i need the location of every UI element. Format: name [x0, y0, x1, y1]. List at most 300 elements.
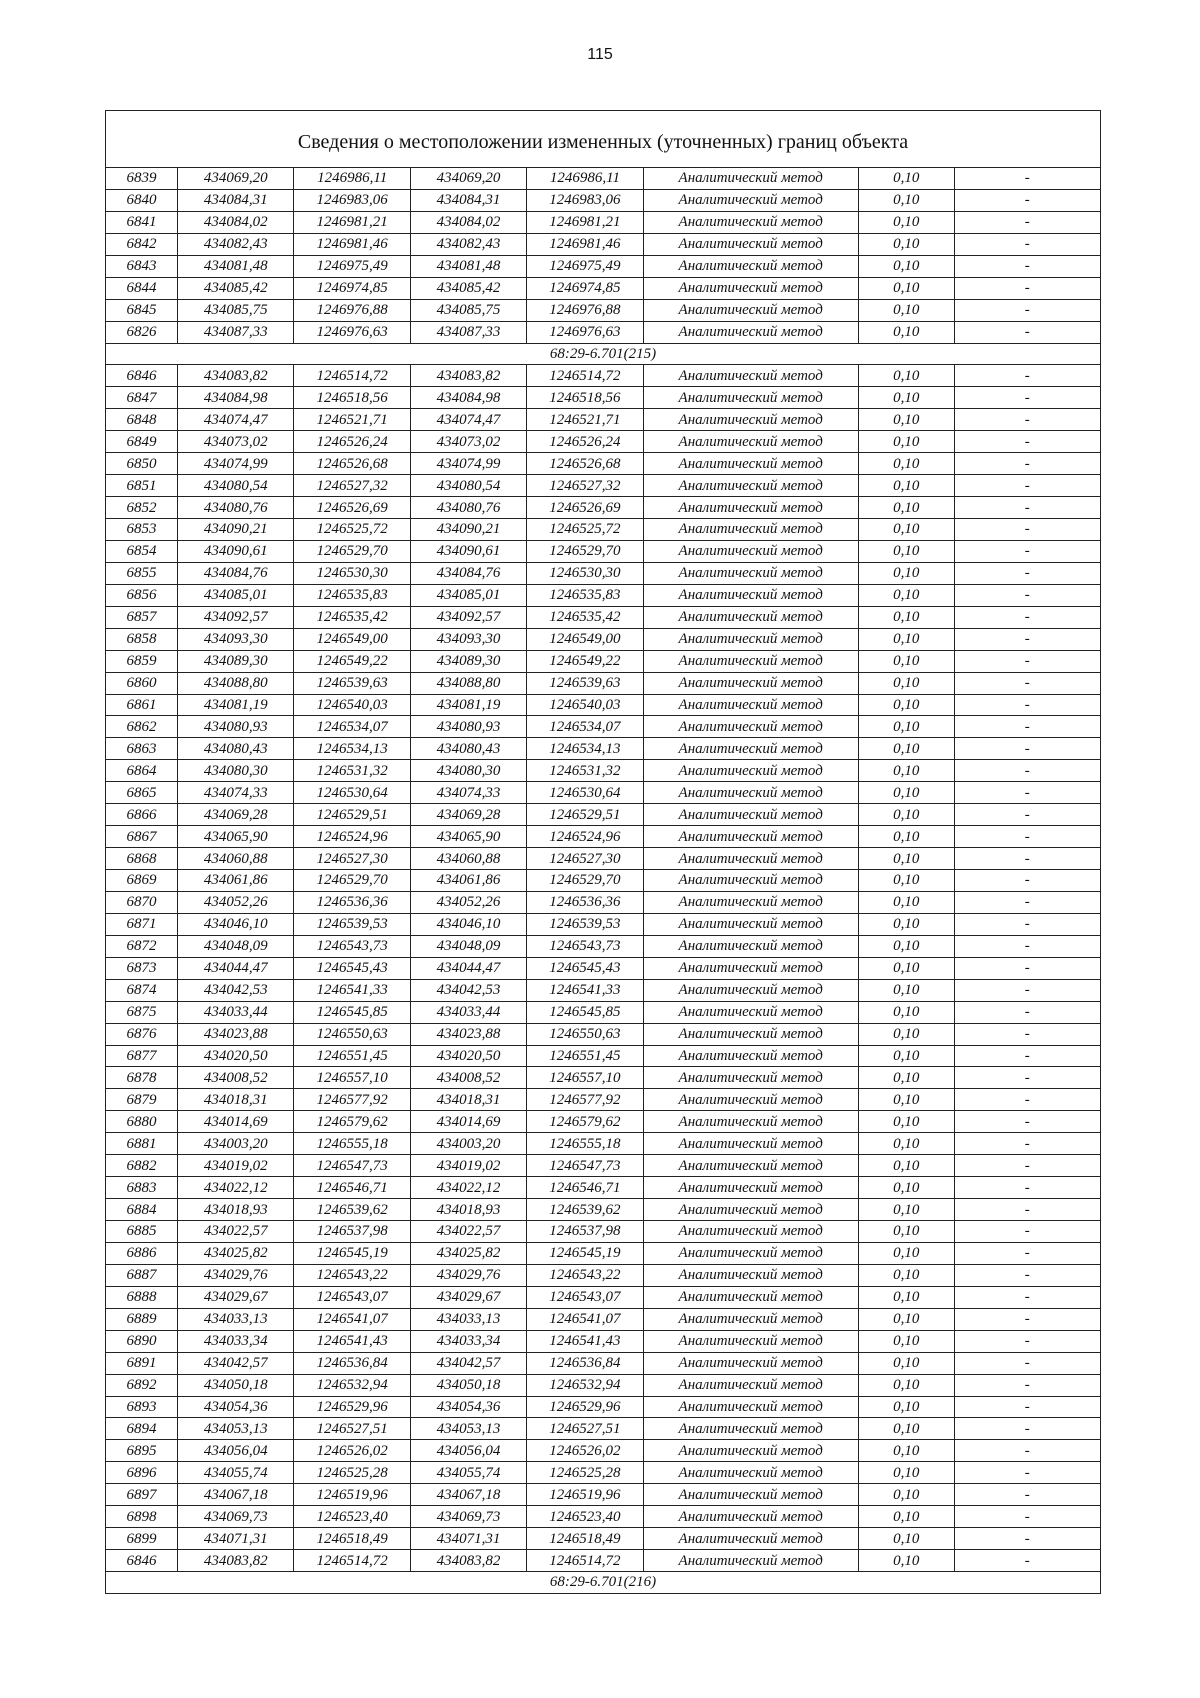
cell-point-number: 6885 — [106, 1221, 178, 1243]
cell-y-old: 1246549,22 — [294, 650, 410, 672]
cell-x-new: 434084,76 — [410, 562, 526, 584]
cell-y-new: 1246529,70 — [527, 870, 643, 892]
cell-point-number: 6869 — [106, 870, 178, 892]
cell-x-new: 434023,88 — [410, 1023, 526, 1045]
cell-x-new: 434080,54 — [410, 475, 526, 497]
cell-description: - — [954, 168, 1100, 190]
cell-x-new: 434022,12 — [410, 1177, 526, 1199]
cell-accuracy: 0,10 — [858, 321, 954, 343]
cell-y-old: 1246537,98 — [294, 1221, 410, 1243]
cell-x-old: 434084,76 — [178, 562, 294, 584]
cell-x-old: 434052,26 — [178, 891, 294, 913]
cell-x-new: 434014,69 — [410, 1111, 526, 1133]
cell-y-new: 1246530,30 — [527, 562, 643, 584]
table-row — [106, 519, 1101, 541]
cell-x-new: 434046,10 — [410, 913, 526, 935]
cell-point-number: 6897 — [106, 1484, 178, 1506]
cell-y-new: 1246539,53 — [527, 913, 643, 935]
cell-description: - — [954, 233, 1100, 255]
cell-x-new: 434089,30 — [410, 650, 526, 672]
cell-accuracy: 0,10 — [858, 1133, 954, 1155]
cell-method: Аналитический метод — [643, 1330, 858, 1352]
cell-x-old: 434033,13 — [178, 1308, 294, 1330]
cell-y-new: 1246551,45 — [527, 1045, 643, 1067]
cell-y-old: 1246535,42 — [294, 606, 410, 628]
cell-description: - — [954, 1111, 1100, 1133]
cell-y-new: 1246986,11 — [527, 168, 643, 190]
cell-x-new: 434074,99 — [410, 453, 526, 475]
cell-method: Аналитический метод — [643, 453, 858, 475]
cell-method: Аналитический метод — [643, 694, 858, 716]
cell-method: Аналитический метод — [643, 365, 858, 387]
cell-y-old: 1246523,40 — [294, 1506, 410, 1528]
cell-x-new: 434090,61 — [410, 540, 526, 562]
cell-y-new: 1246545,85 — [527, 1001, 643, 1023]
table-row — [106, 716, 1101, 738]
cell-accuracy: 0,10 — [858, 782, 954, 804]
cell-point-number: 6866 — [106, 804, 178, 826]
cell-y-old: 1246579,62 — [294, 1111, 410, 1133]
cell-method: Аналитический метод — [643, 606, 858, 628]
cell-x-old: 434080,76 — [178, 497, 294, 519]
cell-y-new: 1246527,32 — [527, 475, 643, 497]
cell-accuracy: 0,10 — [858, 168, 954, 190]
cell-method: Аналитический метод — [643, 1221, 858, 1243]
cell-accuracy: 0,10 — [858, 1221, 954, 1243]
table-row — [106, 891, 1101, 913]
table-row — [106, 365, 1101, 387]
cell-point-number: 6896 — [106, 1462, 178, 1484]
cell-x-old: 434080,93 — [178, 716, 294, 738]
cell-accuracy: 0,10 — [858, 475, 954, 497]
cell-y-old: 1246577,92 — [294, 1089, 410, 1111]
cell-y-new: 1246549,00 — [527, 628, 643, 650]
table-row — [106, 1264, 1101, 1286]
cell-y-new: 1246521,71 — [527, 409, 643, 431]
cell-x-new: 434048,09 — [410, 935, 526, 957]
table-row — [106, 453, 1101, 475]
cell-x-new: 434069,73 — [410, 1506, 526, 1528]
cell-x-new: 434019,02 — [410, 1155, 526, 1177]
cell-method: Аналитический метод — [643, 1045, 858, 1067]
cell-x-new: 434083,82 — [410, 1550, 526, 1572]
cell-description: - — [954, 891, 1100, 913]
cell-y-old: 1246543,73 — [294, 935, 410, 957]
cell-y-new: 1246579,62 — [527, 1111, 643, 1133]
cell-y-new: 1246535,83 — [527, 584, 643, 606]
cell-accuracy: 0,10 — [858, 1308, 954, 1330]
cell-x-old: 434090,61 — [178, 540, 294, 562]
cell-y-old: 1246514,72 — [294, 1550, 410, 1572]
cell-method: Аналитический метод — [643, 804, 858, 826]
cell-point-number: 6841 — [106, 211, 178, 233]
cell-x-old: 434069,20 — [178, 168, 294, 190]
cell-description: - — [954, 1177, 1100, 1199]
table-row — [106, 1067, 1101, 1089]
cell-y-old: 1246534,07 — [294, 716, 410, 738]
table-row — [106, 1528, 1101, 1550]
cell-y-old: 1246532,94 — [294, 1374, 410, 1396]
cell-x-new: 434050,18 — [410, 1374, 526, 1396]
cell-x-new: 434065,90 — [410, 826, 526, 848]
table-row — [106, 1199, 1101, 1221]
cell-method: Аналитический метод — [643, 1396, 858, 1418]
cell-point-number: 6865 — [106, 782, 178, 804]
cell-y-old: 1246527,51 — [294, 1418, 410, 1440]
cell-x-new: 434008,52 — [410, 1067, 526, 1089]
cell-x-old: 434071,31 — [178, 1528, 294, 1550]
table-row — [106, 848, 1101, 870]
cell-method: Аналитический метод — [643, 716, 858, 738]
cell-x-new: 434084,02 — [410, 211, 526, 233]
cell-x-old: 434029,76 — [178, 1264, 294, 1286]
table-row — [106, 672, 1101, 694]
cell-description: - — [954, 1330, 1100, 1352]
cell-accuracy: 0,10 — [858, 189, 954, 211]
cell-y-new: 1246524,96 — [527, 826, 643, 848]
cell-description: - — [954, 606, 1100, 628]
cell-method: Аналитический метод — [643, 672, 858, 694]
cell-x-old: 434055,74 — [178, 1462, 294, 1484]
cell-description: - — [954, 277, 1100, 299]
cell-y-old: 1246518,49 — [294, 1528, 410, 1550]
cell-description: - — [954, 365, 1100, 387]
cell-description: - — [954, 321, 1100, 343]
cell-x-new: 434074,33 — [410, 782, 526, 804]
cell-point-number: 6870 — [106, 891, 178, 913]
cell-point-number: 6895 — [106, 1440, 178, 1462]
cell-description: - — [954, 409, 1100, 431]
table-row — [106, 1484, 1101, 1506]
table-row — [106, 1396, 1101, 1418]
cell-point-number: 6872 — [106, 935, 178, 957]
cell-y-new: 1246527,30 — [527, 848, 643, 870]
cell-description: - — [954, 1221, 1100, 1243]
cell-accuracy: 0,10 — [858, 1528, 954, 1550]
cell-accuracy: 0,10 — [858, 540, 954, 562]
cell-description: - — [954, 716, 1100, 738]
cell-y-new: 1246537,98 — [527, 1221, 643, 1243]
cell-y-old: 1246543,22 — [294, 1264, 410, 1286]
table-row — [106, 1133, 1101, 1155]
cell-y-new: 1246526,02 — [527, 1440, 643, 1462]
cell-accuracy: 0,10 — [858, 1067, 954, 1089]
cell-description: - — [954, 650, 1100, 672]
cell-x-old: 434048,09 — [178, 935, 294, 957]
table-row — [106, 957, 1101, 979]
cell-description: - — [954, 1286, 1100, 1308]
table-row — [106, 628, 1101, 650]
cell-point-number: 6877 — [106, 1045, 178, 1067]
cell-accuracy: 0,10 — [858, 891, 954, 913]
cell-accuracy: 0,10 — [858, 1111, 954, 1133]
cell-x-old: 434080,43 — [178, 738, 294, 760]
cell-y-old: 1246557,10 — [294, 1067, 410, 1089]
cell-y-old: 1246536,84 — [294, 1352, 410, 1374]
cell-method: Аналитический метод — [643, 1133, 858, 1155]
cell-method: Аналитический метод — [643, 1067, 858, 1089]
table-row — [106, 870, 1101, 892]
cell-y-old: 1246534,13 — [294, 738, 410, 760]
cell-method: Аналитический метод — [643, 1286, 858, 1308]
cell-description: - — [954, 1001, 1100, 1023]
cell-x-old: 434061,86 — [178, 870, 294, 892]
cell-y-old: 1246519,96 — [294, 1484, 410, 1506]
section-row — [106, 1572, 1101, 1594]
cell-point-number: 6860 — [106, 672, 178, 694]
cell-y-old: 1246529,96 — [294, 1396, 410, 1418]
cell-x-old: 434033,34 — [178, 1330, 294, 1352]
cell-method: Аналитический метод — [643, 233, 858, 255]
cell-y-old: 1246541,07 — [294, 1308, 410, 1330]
cell-method: Аналитический метод — [643, 1352, 858, 1374]
cell-x-old: 434046,10 — [178, 913, 294, 935]
table-row — [106, 277, 1101, 299]
cell-description: - — [954, 519, 1100, 541]
cell-y-new: 1246518,49 — [527, 1528, 643, 1550]
cell-description: - — [954, 628, 1100, 650]
cell-y-new: 1246976,88 — [527, 299, 643, 321]
table-row — [106, 387, 1101, 409]
cell-method: Аналитический метод — [643, 891, 858, 913]
section-label: 68:29-6.701(216) — [106, 1572, 1101, 1594]
cell-description: - — [954, 1528, 1100, 1550]
cell-x-new: 434090,21 — [410, 519, 526, 541]
cell-point-number: 6886 — [106, 1242, 178, 1264]
cell-x-old: 434060,88 — [178, 848, 294, 870]
table-row — [106, 321, 1101, 343]
table-row — [106, 431, 1101, 453]
cell-x-old: 434085,01 — [178, 584, 294, 606]
cell-point-number: 6861 — [106, 694, 178, 716]
cell-description: - — [954, 1199, 1100, 1221]
cell-y-new: 1246535,42 — [527, 606, 643, 628]
cell-x-old: 434069,28 — [178, 804, 294, 826]
cell-x-old: 434074,47 — [178, 409, 294, 431]
cell-point-number: 6868 — [106, 848, 178, 870]
cell-point-number: 6853 — [106, 519, 178, 541]
table-row — [106, 1308, 1101, 1330]
cell-x-old: 434084,98 — [178, 387, 294, 409]
cell-y-old: 1246546,71 — [294, 1177, 410, 1199]
cell-description: - — [954, 255, 1100, 277]
cell-point-number: 6862 — [106, 716, 178, 738]
cell-y-old: 1246975,49 — [294, 255, 410, 277]
cell-accuracy: 0,10 — [858, 738, 954, 760]
cell-description: - — [954, 1418, 1100, 1440]
cell-x-new: 434033,13 — [410, 1308, 526, 1330]
table-row — [106, 650, 1101, 672]
cell-y-old: 1246526,24 — [294, 431, 410, 453]
section-row — [106, 343, 1101, 365]
cell-point-number: 6883 — [106, 1177, 178, 1199]
cell-accuracy: 0,10 — [858, 1396, 954, 1418]
cell-point-number: 6843 — [106, 255, 178, 277]
cell-method: Аналитический метод — [643, 519, 858, 541]
cell-description: - — [954, 782, 1100, 804]
cell-accuracy: 0,10 — [858, 387, 954, 409]
cell-y-new: 1246529,51 — [527, 804, 643, 826]
cell-accuracy: 0,10 — [858, 979, 954, 1001]
cell-y-new: 1246541,43 — [527, 1330, 643, 1352]
cell-point-number: 6867 — [106, 826, 178, 848]
table-row — [106, 694, 1101, 716]
cell-x-old: 434081,19 — [178, 694, 294, 716]
cell-method: Аналитический метод — [643, 1550, 858, 1572]
cell-y-new: 1246518,56 — [527, 387, 643, 409]
table-row — [106, 979, 1101, 1001]
cell-point-number: 6848 — [106, 409, 178, 431]
cell-point-number: 6899 — [106, 1528, 178, 1550]
table-row — [106, 168, 1101, 190]
cell-point-number: 6845 — [106, 299, 178, 321]
cell-point-number: 6881 — [106, 1133, 178, 1155]
cell-x-new: 434018,93 — [410, 1199, 526, 1221]
cell-x-old: 434092,57 — [178, 606, 294, 628]
table-row — [106, 1330, 1101, 1352]
cell-y-old: 1246539,63 — [294, 672, 410, 694]
table-row — [106, 562, 1101, 584]
cell-y-old: 1246551,45 — [294, 1045, 410, 1067]
cell-description: - — [954, 957, 1100, 979]
cell-x-old: 434093,30 — [178, 628, 294, 650]
cell-accuracy: 0,10 — [858, 453, 954, 475]
cell-y-new: 1246526,69 — [527, 497, 643, 519]
cell-x-new: 434056,04 — [410, 1440, 526, 1462]
cell-x-new: 434060,88 — [410, 848, 526, 870]
cell-point-number: 6879 — [106, 1089, 178, 1111]
cell-accuracy: 0,10 — [858, 211, 954, 233]
cell-x-new: 434080,43 — [410, 738, 526, 760]
cell-method: Аналитический метод — [643, 1506, 858, 1528]
table-row — [106, 189, 1101, 211]
table-row — [106, 1286, 1101, 1308]
table-row — [106, 1418, 1101, 1440]
cell-x-new: 434042,57 — [410, 1352, 526, 1374]
cell-description: - — [954, 475, 1100, 497]
cell-y-new: 1246541,33 — [527, 979, 643, 1001]
cell-x-new: 434025,82 — [410, 1242, 526, 1264]
cell-x-new: 434061,86 — [410, 870, 526, 892]
cell-method: Аналитический метод — [643, 913, 858, 935]
cell-point-number: 6864 — [106, 760, 178, 782]
cell-point-number: 6846 — [106, 1550, 178, 1572]
cell-accuracy: 0,10 — [858, 277, 954, 299]
cell-y-old: 1246514,72 — [294, 365, 410, 387]
cell-point-number: 6857 — [106, 606, 178, 628]
table-row — [106, 1111, 1101, 1133]
cell-x-old: 434082,43 — [178, 233, 294, 255]
cell-x-old: 434074,33 — [178, 782, 294, 804]
cell-method: Аналитический метод — [643, 1001, 858, 1023]
cell-x-new: 434067,18 — [410, 1484, 526, 1506]
cell-x-old: 434042,53 — [178, 979, 294, 1001]
cell-description: - — [954, 562, 1100, 584]
cell-point-number: 6884 — [106, 1199, 178, 1221]
cell-accuracy: 0,10 — [858, 409, 954, 431]
cell-y-old: 1246525,28 — [294, 1462, 410, 1484]
cell-point-number: 6893 — [106, 1396, 178, 1418]
cell-accuracy: 0,10 — [858, 1242, 954, 1264]
cell-method: Аналитический метод — [643, 497, 858, 519]
cell-point-number: 6898 — [106, 1506, 178, 1528]
cell-description: - — [954, 870, 1100, 892]
cell-y-new: 1246532,94 — [527, 1374, 643, 1396]
cell-y-old: 1246529,70 — [294, 870, 410, 892]
cell-accuracy: 0,10 — [858, 1330, 954, 1352]
cell-point-number: 6852 — [106, 497, 178, 519]
cell-point-number: 6874 — [106, 979, 178, 1001]
cell-x-old: 434069,73 — [178, 1506, 294, 1528]
cell-y-new: 1246531,32 — [527, 760, 643, 782]
cell-method: Аналитический метод — [643, 1023, 858, 1045]
table-row — [106, 760, 1101, 782]
cell-description: - — [954, 848, 1100, 870]
cell-x-new: 434085,42 — [410, 277, 526, 299]
cell-x-new: 434082,43 — [410, 233, 526, 255]
cell-x-old: 434080,30 — [178, 760, 294, 782]
cell-accuracy: 0,10 — [858, 760, 954, 782]
cell-description: - — [954, 760, 1100, 782]
cell-x-new: 434003,20 — [410, 1133, 526, 1155]
cell-x-old: 434003,20 — [178, 1133, 294, 1155]
cell-x-new: 434054,36 — [410, 1396, 526, 1418]
cell-accuracy: 0,10 — [858, 935, 954, 957]
cell-y-old: 1246543,07 — [294, 1286, 410, 1308]
cell-point-number: 6882 — [106, 1155, 178, 1177]
cell-y-old: 1246541,43 — [294, 1330, 410, 1352]
cell-y-new: 1246547,73 — [527, 1155, 643, 1177]
table-row — [106, 409, 1101, 431]
table-row — [106, 1045, 1101, 1067]
cell-description: - — [954, 1067, 1100, 1089]
cell-description: - — [954, 431, 1100, 453]
cell-point-number: 6854 — [106, 540, 178, 562]
cell-accuracy: 0,10 — [858, 694, 954, 716]
cell-method: Аналитический метод — [643, 211, 858, 233]
cell-x-old: 434065,90 — [178, 826, 294, 848]
cell-y-old: 1246541,33 — [294, 979, 410, 1001]
cell-x-new: 434069,20 — [410, 168, 526, 190]
cell-method: Аналитический метод — [643, 168, 858, 190]
cell-x-new: 434092,57 — [410, 606, 526, 628]
cell-point-number: 6855 — [106, 562, 178, 584]
cell-accuracy: 0,10 — [858, 1352, 954, 1374]
cell-accuracy: 0,10 — [858, 519, 954, 541]
cell-description: - — [954, 584, 1100, 606]
cell-y-old: 1246530,30 — [294, 562, 410, 584]
cell-y-new: 1246534,07 — [527, 716, 643, 738]
cell-x-old: 434084,02 — [178, 211, 294, 233]
cell-x-new: 434018,31 — [410, 1089, 526, 1111]
cell-accuracy: 0,10 — [858, 606, 954, 628]
cell-x-old: 434090,21 — [178, 519, 294, 541]
table-row — [106, 738, 1101, 760]
cell-y-new: 1246514,72 — [527, 365, 643, 387]
cell-y-old: 1246555,18 — [294, 1133, 410, 1155]
cell-accuracy: 0,10 — [858, 716, 954, 738]
cell-accuracy: 0,10 — [858, 1001, 954, 1023]
cell-y-new: 1246545,19 — [527, 1242, 643, 1264]
cell-y-new: 1246543,22 — [527, 1264, 643, 1286]
cell-accuracy: 0,10 — [858, 804, 954, 826]
cell-x-new: 434080,76 — [410, 497, 526, 519]
cell-x-new: 434083,82 — [410, 365, 526, 387]
cell-x-new: 434073,02 — [410, 431, 526, 453]
cell-y-new: 1246543,07 — [527, 1286, 643, 1308]
boundary-table — [105, 110, 1101, 1594]
cell-y-new: 1246530,64 — [527, 782, 643, 804]
